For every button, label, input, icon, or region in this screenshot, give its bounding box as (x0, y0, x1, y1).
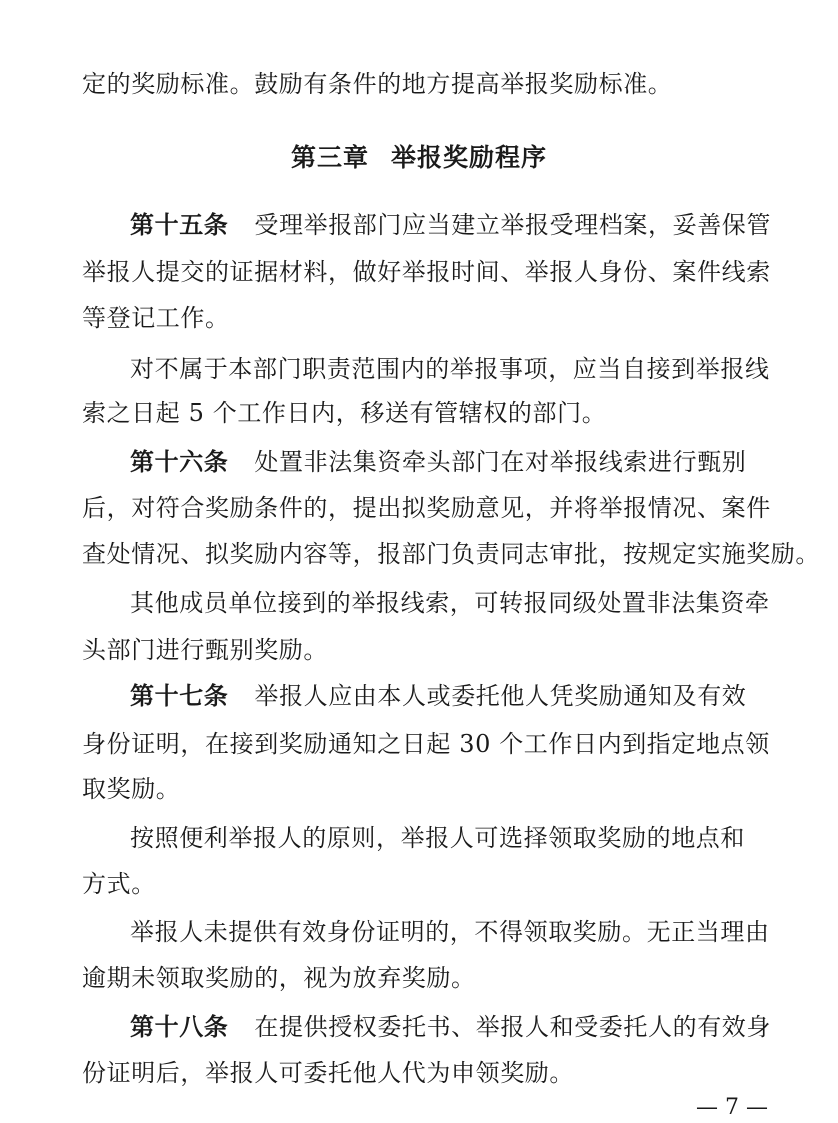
text-line: 举报人未提供有效身份证明的，不得领取奖励。无正当理由 (130, 918, 770, 946)
article-text: 在提供授权委托书、举报人和受委托人的有效身 (254, 1013, 772, 1041)
text-line: 对不属于本部门职责范围内的举报事项，应当自接到举报线 (130, 355, 770, 383)
text-line: 头部门进行甄别奖励。 (82, 636, 328, 664)
article-label: 第十六条 (130, 448, 229, 476)
text-line: 方式。 (82, 870, 156, 898)
article-16-line-1 (130, 442, 782, 482)
chapter-heading (0, 138, 838, 178)
chapter-number: 第三章 (290, 143, 369, 172)
text-line: 份证明后，举报人可委托他人代为申领奖励。 (82, 1059, 574, 1087)
article-18-line-1 (130, 1007, 782, 1047)
text-line: 身份证明，在接到奖励通知之日起 30 个工作日内到指定地点领 (82, 730, 770, 758)
text-line: 定的奖励标准。鼓励有条件的地方提高举报奖励标准。 (82, 70, 673, 98)
text-line: 查处情况、拟奖励内容等，报部门负责同志审批，按规定实施奖励。 (82, 540, 820, 568)
chapter-title: 举报奖励程序 (391, 143, 548, 172)
article-text: 处置非法集资牵头部门在对举报线索进行甄别 (254, 448, 747, 476)
text-line: 其他成员单位接到的举报线索，可转报同级处置非法集资牵 (130, 589, 770, 617)
article-label: 第十五条 (130, 211, 229, 239)
article-label: 第十七条 (130, 682, 229, 710)
article-15-line-1 (130, 205, 782, 245)
article-text: 受理举报部门应当建立举报受理档案，妥善保管 (254, 211, 772, 239)
text-line: 按照便利举报人的原则，举报人可选择领取奖励的地点和 (130, 824, 745, 852)
text-line: 索之日起 5 个工作日内，移送有管辖权的部门。 (82, 399, 607, 427)
article-text: 举报人应由本人或委托他人凭奖励通知及有效 (254, 682, 747, 710)
article-label: 第十八条 (130, 1013, 229, 1041)
page-number: — 7 — (696, 1095, 768, 1120)
text-line: 举报人提交的证据材料，做好举报时间、举报人身份、案件线索 (82, 258, 771, 286)
article-17-line-1 (130, 676, 782, 716)
text-line: 后，对符合奖励条件的，提出拟奖励意见，并将举报情况、案件 (82, 494, 771, 522)
text-line: 取奖励。 (82, 775, 181, 803)
text-line: 逾期未领取奖励的，视为放弃奖励。 (82, 964, 476, 992)
text-line: 等登记工作。 (82, 304, 230, 332)
